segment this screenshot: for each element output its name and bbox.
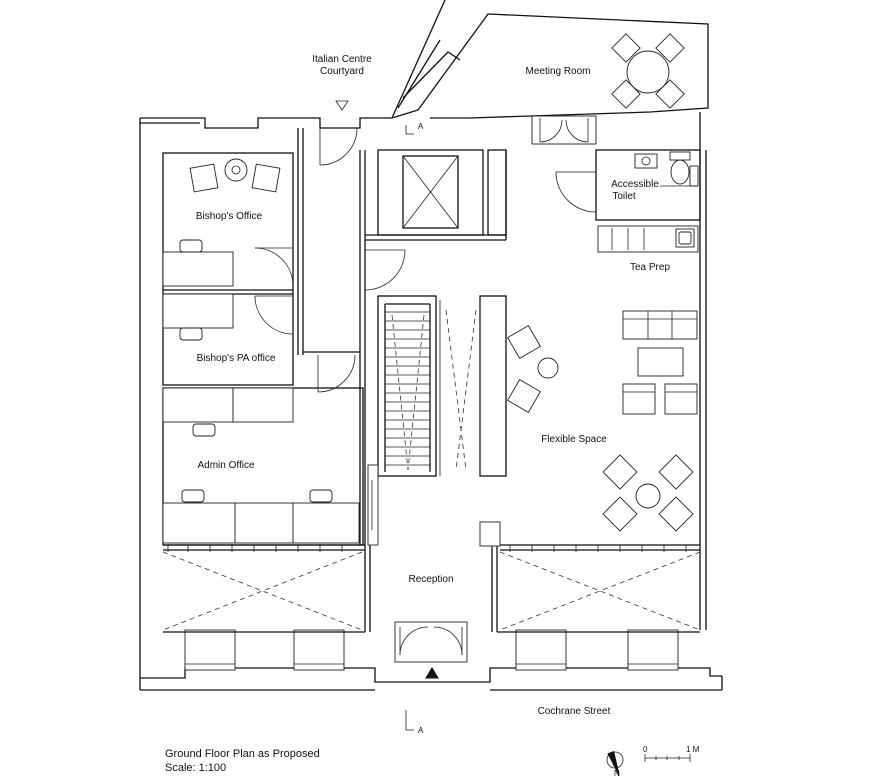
plan-scale: Scale: 1:100 [165,762,227,774]
courtyard-label-line2: Courtyard [320,66,364,77]
flexible-space-furniture [508,311,697,531]
lift-shaft [403,156,458,228]
stair-tread [446,310,466,470]
flexible-space-label: Flexible Space [541,434,607,445]
bishops-office-furniture [163,159,280,286]
front-bay-voids [163,545,700,630]
courtyard-entry-triangle-icon [336,101,348,110]
scale-bar-start: 0 [643,745,648,754]
north-arrow-icon [607,752,623,778]
interior-walls [163,128,700,632]
scale-bar [643,745,700,762]
accessible-toilet-label-line1: Accessible [611,179,659,190]
bishops-office-label: Bishop's Office [195,211,263,222]
bishops-pa-office-label: Bishop's PA office [196,353,276,364]
meeting-room-table [612,34,684,108]
plan-title: Ground Floor Plan as Proposed [165,748,320,760]
accessible-toilet-label-line2: Toilet [612,191,636,202]
reception-label: Reception [408,574,454,585]
street-label: Cochrane Street [537,706,611,717]
stair-tread [456,310,476,470]
section-marker-bottom: A [418,726,424,735]
admin-office-label: Admin Office [197,460,255,471]
staircase [385,300,480,476]
scale-bar-end: 1 M [686,745,700,754]
courtyard-label-line1: Italian Centre [312,54,372,65]
section-marker-top: A [418,122,424,131]
main-entrance-triangle-icon [426,668,438,678]
caption [165,748,320,774]
north-arrow-letter: N [614,769,620,778]
admin-office-furniture [163,388,359,543]
tea-prep-label: Tea Prep [629,262,671,273]
pa-office-furniture [163,294,233,340]
meeting-room-label: Meeting Room [525,66,591,77]
exterior-walls [140,0,722,690]
